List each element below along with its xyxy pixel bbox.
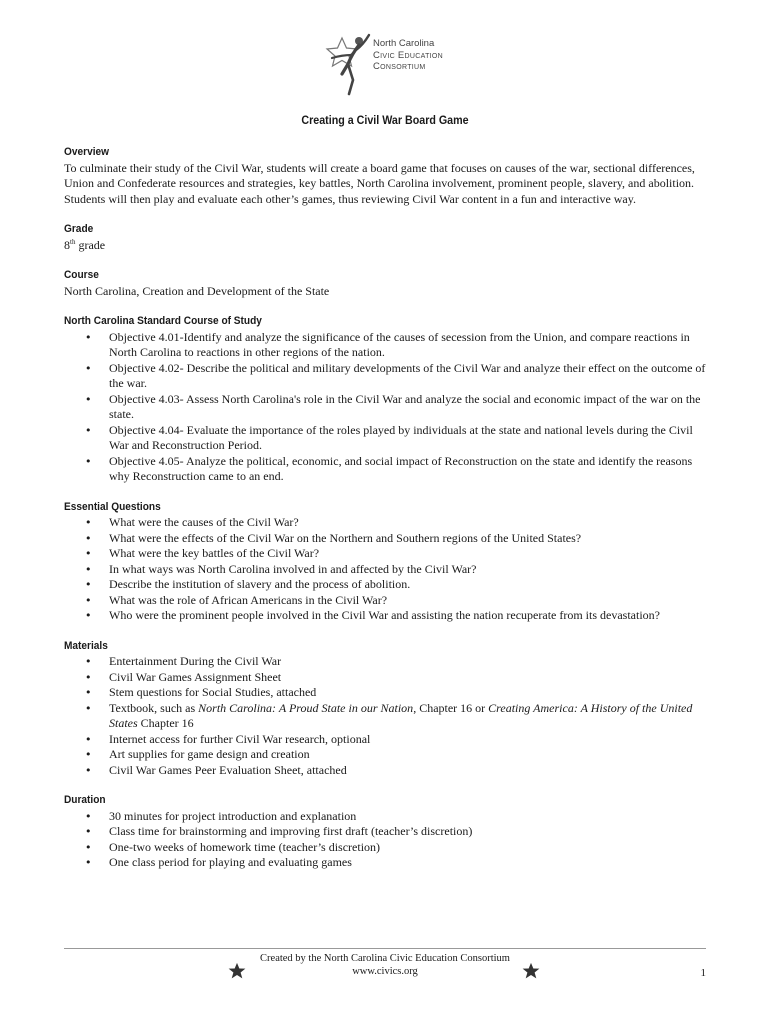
- grade-text: [64, 238, 714, 254]
- list-item: • What were the effects of the Civil War on the Northern and Southern regions of the United States?: [64, 531, 714, 547]
- list-item: • One-two weeks of homework time (teacher’s discretion): [64, 840, 714, 856]
- grade-word: grade: [75, 237, 106, 252]
- list-item: • Objective 4.02- Describe the political and military developments of the Civil War and analyze their effect on the outcome of the war.: [64, 361, 714, 392]
- list-item: • Entertainment During the Civil War: [64, 654, 714, 670]
- questions-list: [64, 515, 714, 624]
- questions-section: [64, 500, 714, 624]
- page-number: 1: [700, 967, 706, 979]
- textbook-lead: Textbook, such as: [109, 700, 199, 715]
- questions-heading: Essential Questions: [64, 500, 161, 513]
- standards-heading: North Carolina Standard Course of Study: [64, 315, 262, 327]
- grade-heading: Grade: [64, 223, 94, 235]
- list-item: • In what ways was North Carolina involved in and affected by the Civil War?: [64, 562, 714, 578]
- footer-url[interactable]: www.civics.org: [352, 966, 418, 977]
- list-item: • Civil War Games Assignment Sheet: [64, 670, 714, 686]
- textbook-end: Chapter 16: [137, 716, 194, 730]
- course-heading: Course: [64, 269, 99, 281]
- list-item: • Objective 4.05- Analyze the political, economic, and social impact of Reconstruction on the state and identify the reasons why Reconstruction came to an end.: [64, 454, 714, 485]
- list-item: • Objective 4.01-Identify and analyze the significance of the causes of secession from the Union, and compare reactions in North Carolina to reactions in other regions of the nation.: [64, 330, 714, 361]
- list-item: • Describe the institution of slavery and the process of abolition.: [64, 577, 714, 593]
- grade-number: 8: [64, 237, 70, 252]
- star-icon: [522, 962, 540, 980]
- grade-section: [64, 222, 714, 253]
- list-item: • Internet access for further Civil War research, optional: [64, 732, 714, 748]
- footer-credit: Created by the North Carolina Civic Education Consortium: [260, 953, 510, 964]
- overview-section: [64, 145, 714, 207]
- logo-line-2: Civic Education: [373, 49, 443, 61]
- star-icon: [228, 962, 246, 980]
- standards-section: [64, 314, 714, 485]
- course-text: North Carolina, Creation and Development of the State: [64, 283, 330, 298]
- list-item: • What was the role of African Americans in the Civil War?: [64, 593, 714, 609]
- list-item: • Civil War Games Peer Evaluation Sheet, attached: [64, 763, 714, 779]
- list-item: • Class time for brainstorming and improving first draft (teacher’s discretion): [64, 824, 714, 840]
- duration-list: [64, 809, 714, 871]
- materials-list: [64, 654, 714, 778]
- list-item-textbook: [64, 701, 714, 732]
- footer-text: [64, 952, 706, 978]
- overview-text: To culminate their study of the Civil War, students will create a board game that focuses on causes of the war, sectional differences, Union and Confederate resources and strategies, key battles, North Carolina involvement, prominent people, slavery, and abolition. Students will then play and evaluate each other’s games, thus reviewing Civil War content in a fun and interactive way.: [64, 160, 695, 206]
- duration-heading: Duration: [64, 794, 106, 806]
- logo-text: [373, 38, 443, 73]
- list-item: • Objective 4.03- Assess North Carolina's role in the Civil War and analyze the social and economic impact of the war on the state.: [64, 392, 714, 423]
- standards-list: [64, 330, 714, 485]
- document-body: [64, 145, 714, 886]
- list-item: • Objective 4.04- Evaluate the importance of the roles played by individuals at the state and national levels during the Civil War and Reconstruction Period.: [64, 423, 714, 454]
- page-footer: [64, 948, 706, 998]
- list-item: • Stem questions for Social Studies, attached: [64, 685, 714, 701]
- list-item: • 30 minutes for project introduction and explanation: [64, 809, 714, 825]
- course-section: [64, 268, 714, 299]
- textbook-mid: , Chapter 16 or: [413, 700, 489, 715]
- duration-section: [64, 793, 714, 871]
- document-title: Creating a Civil War Board Game: [301, 115, 469, 127]
- materials-heading: Materials: [64, 639, 108, 652]
- textbook-title-2: Creating America: A History of the United States: [109, 700, 693, 730]
- list-item: • Who were the prominent people involved in the Civil War and assisting the nation recuperate from its devastation?: [64, 608, 714, 624]
- materials-section: [64, 639, 714, 779]
- grade-suffix: th: [70, 237, 76, 246]
- list-item: • One class period for playing and evaluating games: [64, 855, 714, 871]
- logo-line-3: Consortium: [373, 61, 426, 72]
- star-figure-logo-icon: [318, 28, 373, 98]
- list-item: • Art supplies for game design and creation: [64, 747, 714, 763]
- list-item: • What were the causes of the Civil War?: [64, 515, 714, 531]
- footer-divider: [64, 948, 706, 949]
- logo-line-1: North Carolina: [373, 38, 435, 49]
- textbook-title-1: North Carolina: A Proud State in our Nation: [198, 700, 414, 715]
- consortium-logo: [318, 28, 468, 98]
- overview-heading: Overview: [64, 146, 110, 158]
- list-item: • What were the key battles of the Civil War?: [64, 546, 714, 562]
